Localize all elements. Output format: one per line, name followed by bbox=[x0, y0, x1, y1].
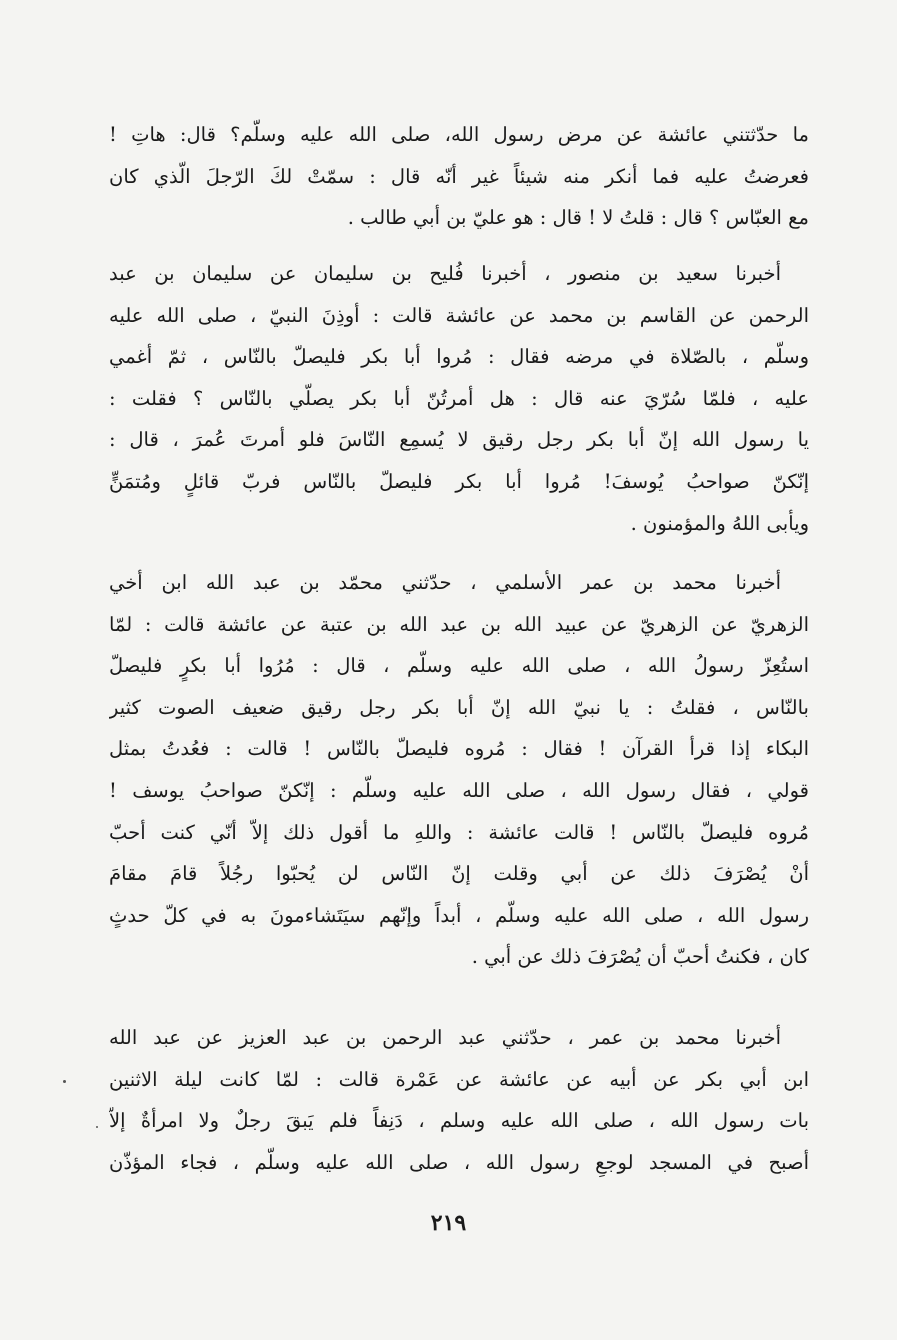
paragraph-1 bbox=[109, 114, 809, 239]
text-line: قولي ، فقال رسول الله ، صلى الله عليه وسلّم : إنّكنّ صواحبُ يوسف ! bbox=[109, 778, 809, 802]
text-line: ما حدّثتني عائشة عن مرض رسول الله، صلى الله عليه وسلّم؟ قال: هاتِ ! bbox=[109, 123, 809, 146]
page-number: ٢١٩ bbox=[430, 1210, 467, 1236]
paragraph-4 bbox=[109, 1017, 809, 1183]
text-line: عليه ، فلمّا سُرّيَ عنه قال : هل أمرتُنّ أبا بكر يصلّي بالنّاس ؟ فقلت : bbox=[109, 386, 809, 410]
text-line: إنّكنّ صواحبُ يُوسفَ! مُروا أبا بكر فليصلّ بالنّاس فربّ قائلٍ ومُتمَنٍّ bbox=[109, 469, 809, 493]
text-line: أخبرنا محمد بن عمر ، حدّثني عبد الرحمن بن عبد العزيز عن عبد الله bbox=[109, 1026, 781, 1049]
text-line: مع العبّاس ؟ قال : قلتُ لا ! قال : هو عليّ بن أبي طالب . bbox=[347, 206, 809, 230]
text-line: ابن أبي بكر عن أبيه عن عائشة عن عَمْرة قالت : لمّا كانت ليلة الاثنين bbox=[109, 1067, 809, 1091]
scan-speck bbox=[63, 1080, 66, 1083]
text-line: أصبح في المسجد لوجعِ رسول الله ، صلى الله عليه وسلّم ، فجاء المؤذّن bbox=[109, 1150, 809, 1174]
paragraph-3 bbox=[109, 562, 809, 978]
text-line: بالنّاس ، فقلتُ : يا نبيّ الله إنّ أبا بكر رجل رقيق ضعيف الصوت كثير bbox=[109, 695, 809, 719]
text-line: بات رسول الله ، صلى الله عليه وسلم ، دَنِفاً فلم يَبقَ رجلٌ ولا امرأةٌ إلاّ bbox=[109, 1109, 809, 1133]
text-line: رسول الله ، صلى الله عليه وسلّم ، أبداً وإنّهم سيَتَشاءمونَ به في كلّ حدثٍ bbox=[109, 903, 809, 927]
text-line: وسلّم ، بالصّلاة في مرضه فقال : مُروا أبا بكر فليصلّ بالنّاس ، ثمّ أغمي bbox=[109, 345, 809, 369]
text-line: أنْ يُصْرَفَ ذلك عن أبي وقلت إنّ النّاس لن يُحبّوا رجُلاً قامَ مقامَ bbox=[109, 862, 809, 886]
text-line: فعرضتُ عليه فما أنكر منه شيئاً غير أنّه قال : سمّتْ لكَ الرّجلَ الّذي كان bbox=[109, 164, 809, 188]
text-line: البكاء إذا قرأ القرآن ! فقال : مُروه فليصلّ بالنّاس ! قالت : فعُدتُ بمثل bbox=[109, 737, 809, 761]
text-line: ويأبى اللهُ والمؤمنون . bbox=[630, 511, 809, 535]
text-line: الرحمن عن القاسم بن محمد عن عائشة قالت : أوذِنَ النبيّ ، صلى الله عليه bbox=[109, 303, 809, 327]
text-line: مُروه فليصلّ بالنّاس ! قالت عائشة : واللهِ ما أقول ذلك إلاّ أنّي كنت أحبّ bbox=[109, 820, 809, 844]
text-line: كان ، فكنتُ أحبّ أن يُصْرَفَ ذلك عن أبي . bbox=[471, 945, 809, 969]
text-line: أخبرنا سعيد بن منصور ، أخبرنا فُليح بن سليمان عن سليمان بن عبد bbox=[109, 262, 781, 285]
scan-speck bbox=[96, 1126, 98, 1128]
paragraph-2 bbox=[109, 253, 809, 544]
text-line: أخبرنا محمد بن عمر الأسلمي ، حدّثني محمّد بن عبد الله ابن أخي bbox=[109, 571, 781, 594]
text-line: يا رسول الله إنّ أبا بكر رجل رقيق لا يُسمِع النّاسَ فلو أمرتَ عُمرَ ، قال : bbox=[109, 428, 809, 452]
text-line: الزهريّ عن الزهريّ عن عبيد الله بن عبد الله بن عتبة عن عائشة قالت : لمّا bbox=[109, 612, 809, 636]
text-line: استُعِزّ رسولُ الله ، صلى الله عليه وسلّم ، قال : مُرُوا أبا بكرٍ فليصلّ bbox=[109, 654, 809, 678]
